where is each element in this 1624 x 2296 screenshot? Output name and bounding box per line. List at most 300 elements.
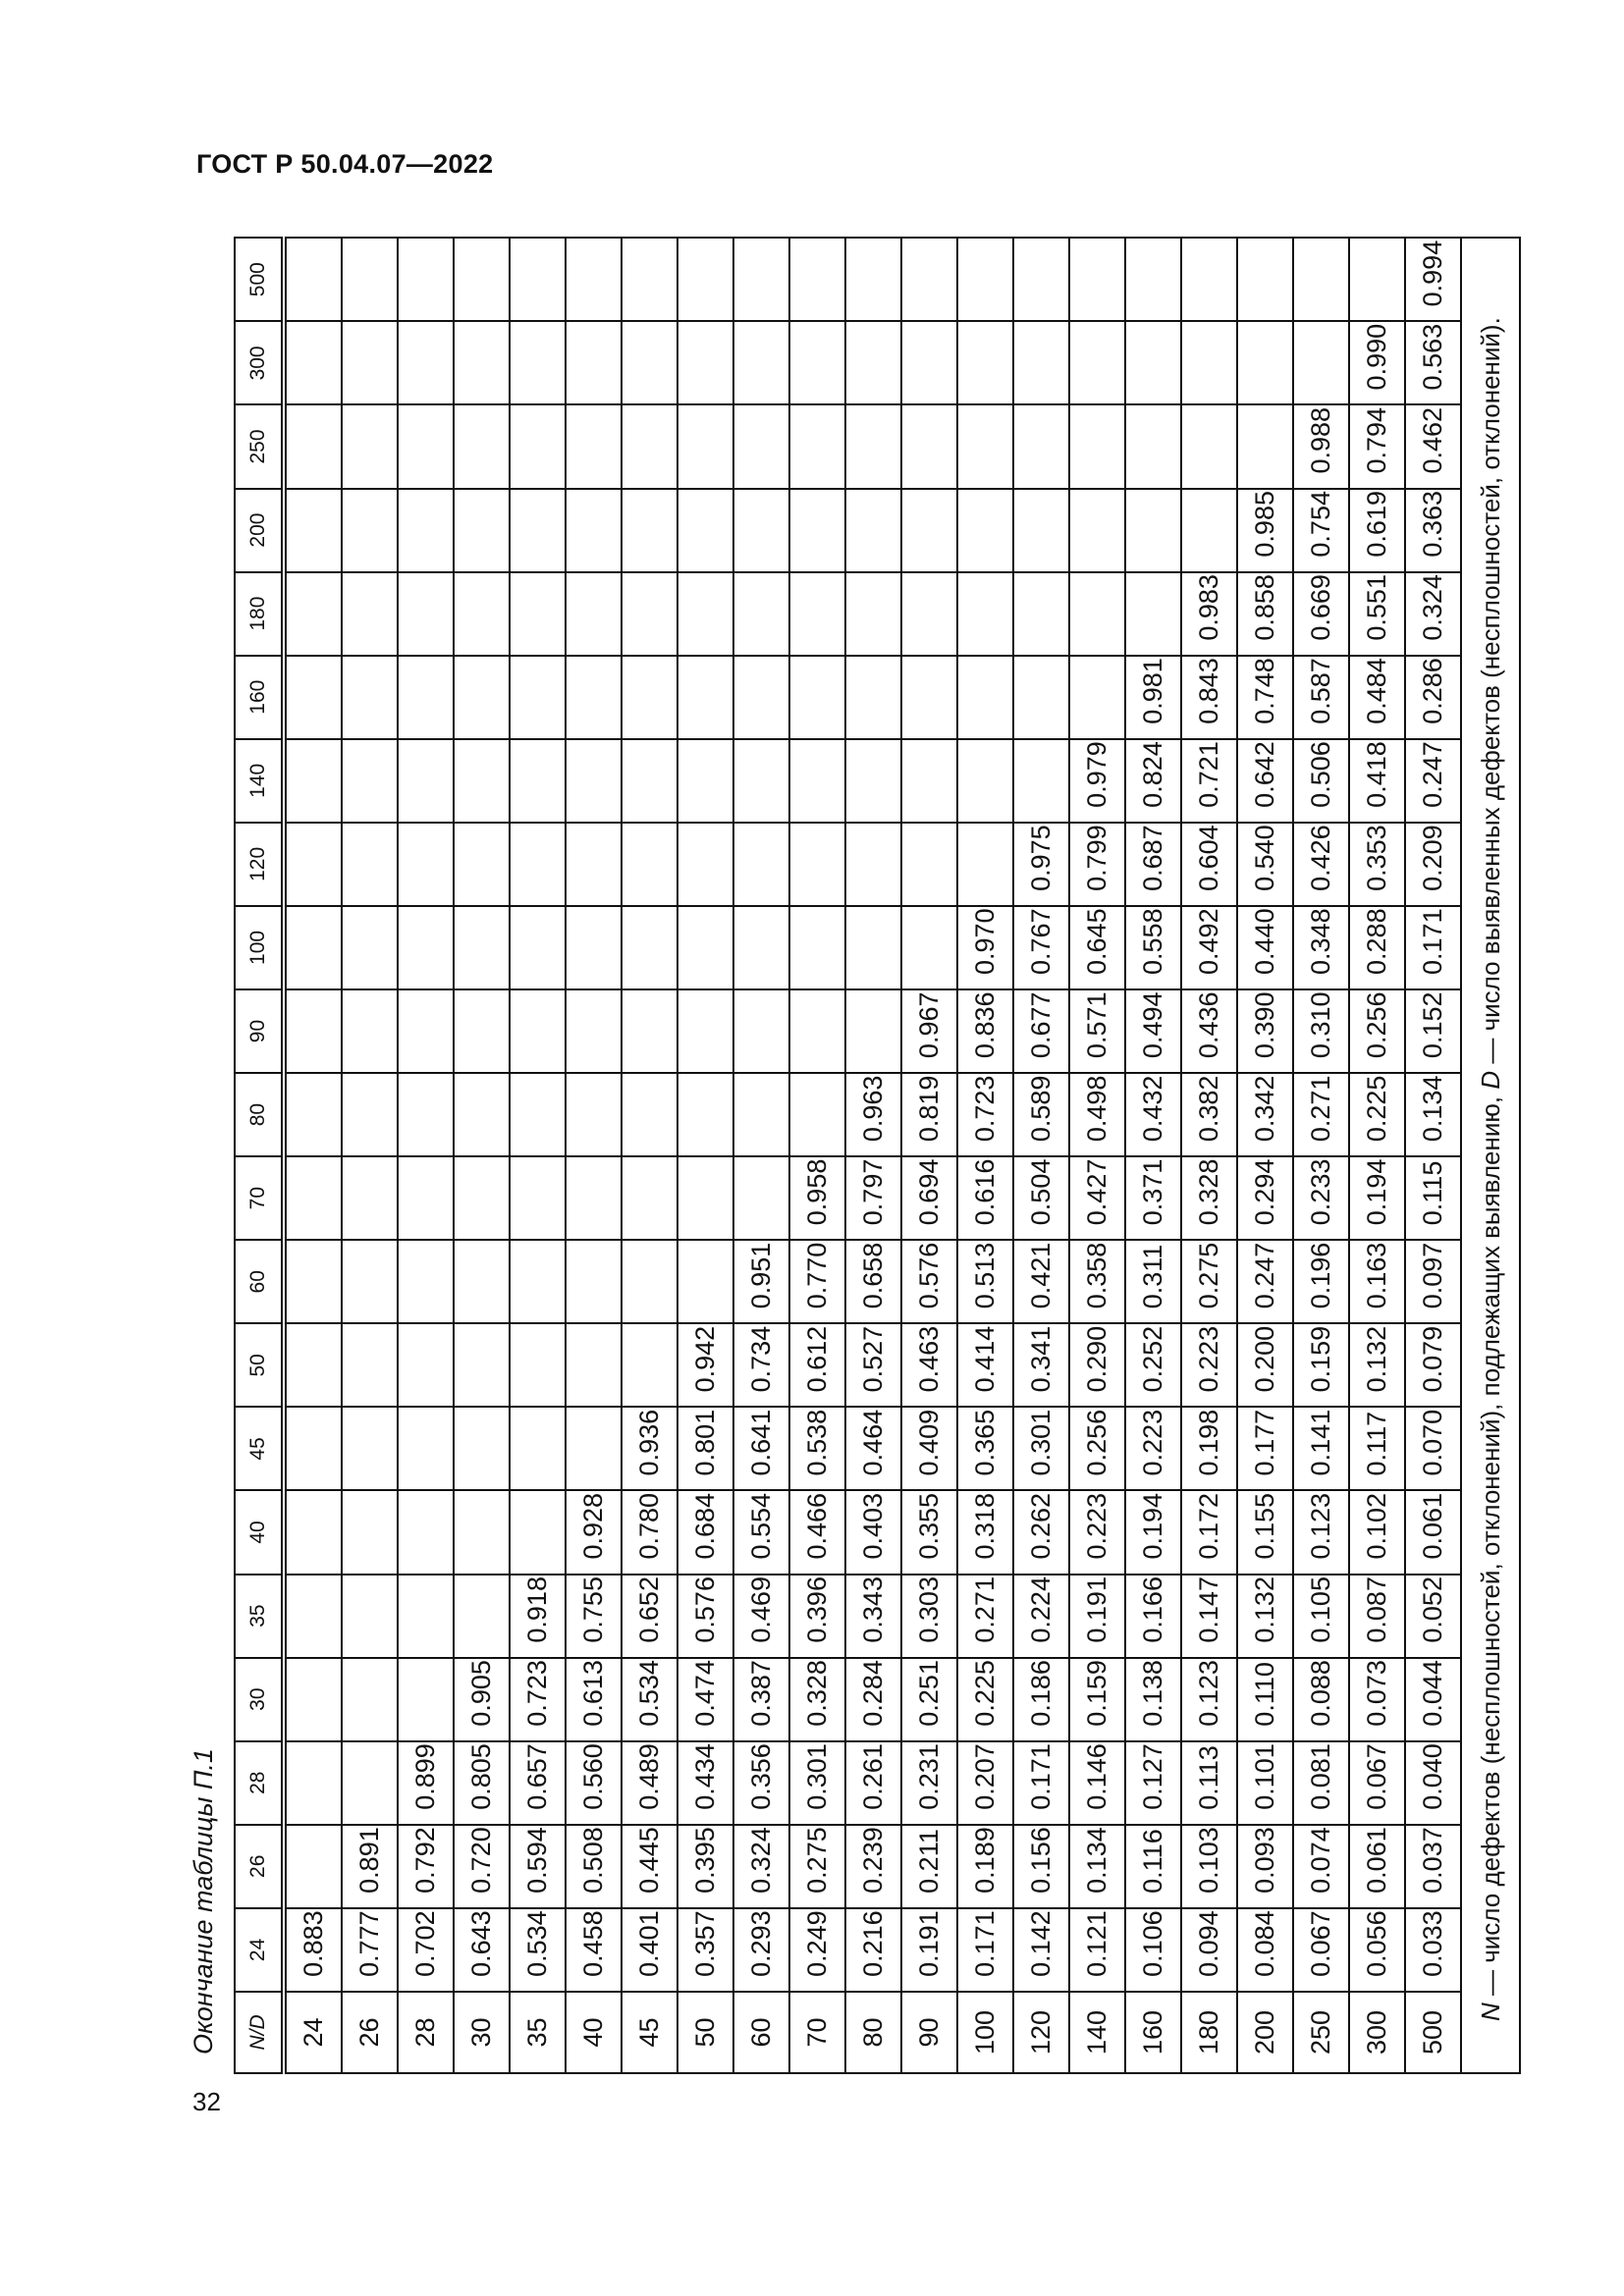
row-header-n: 200 — [1237, 1992, 1293, 2073]
table-cell — [454, 489, 510, 572]
table-cell: 0.799 — [1069, 823, 1125, 906]
table-cell — [566, 906, 622, 989]
column-header-d: 140 — [235, 739, 284, 823]
table-cell — [398, 823, 454, 906]
table-cell — [1293, 238, 1349, 321]
table-cell: 0.616 — [957, 1156, 1013, 1240]
table-cell: 0.353 — [1349, 823, 1405, 906]
table-cell: 0.044 — [1405, 1658, 1461, 1741]
table-cell — [510, 656, 566, 739]
table-cell: 0.070 — [1405, 1407, 1461, 1490]
table-cell: 0.371 — [1125, 1156, 1181, 1240]
table-cell: 0.256 — [1349, 989, 1405, 1073]
table-cell — [901, 823, 957, 906]
table-cell: 0.748 — [1237, 656, 1293, 739]
column-header-d: 160 — [235, 656, 284, 739]
table-cell — [342, 1240, 398, 1323]
table-cell: 0.318 — [957, 1490, 1013, 1574]
table-cell — [398, 1575, 454, 1658]
table-cell — [901, 572, 957, 656]
table-cell — [845, 572, 901, 656]
table-cell: 0.792 — [398, 1825, 454, 1908]
table-cell — [454, 1407, 510, 1490]
table-cell: 0.033 — [1405, 1908, 1461, 1992]
table-cell: 0.990 — [1349, 321, 1405, 404]
table-cell: 0.981 — [1125, 656, 1181, 739]
table-cell — [342, 739, 398, 823]
table-cell: 0.102 — [1349, 1490, 1405, 1574]
table-cell — [342, 489, 398, 572]
table-cell — [398, 906, 454, 989]
table-cell — [733, 989, 789, 1073]
table-cell: 0.432 — [1125, 1073, 1181, 1156]
table-cell: 0.261 — [845, 1741, 901, 1825]
column-header-d: 26 — [235, 1825, 284, 1908]
table-cell — [398, 404, 454, 488]
table-cell — [901, 739, 957, 823]
table-cell: 0.191 — [1069, 1575, 1125, 1658]
table-cell: 0.534 — [510, 1908, 566, 1992]
table-cell: 0.311 — [1125, 1240, 1181, 1323]
table-cell — [789, 739, 845, 823]
corner-header: N/D — [235, 1992, 284, 2073]
table-cell — [398, 656, 454, 739]
table-cell — [566, 489, 622, 572]
table-cell — [342, 1407, 398, 1490]
table-cell — [845, 404, 901, 488]
table-cell: 0.355 — [901, 1490, 957, 1574]
table-cell: 0.116 — [1125, 1825, 1181, 1908]
column-header-d: 80 — [235, 1073, 284, 1156]
table-cell — [566, 989, 622, 1073]
table-row — [284, 238, 342, 2073]
table-cell: 0.469 — [733, 1575, 789, 1658]
table-cell — [398, 989, 454, 1073]
table-cell — [733, 656, 789, 739]
table-cell — [510, 1156, 566, 1240]
table-cell — [622, 1156, 677, 1240]
table-cell — [1013, 321, 1069, 404]
table-cell: 0.604 — [1181, 823, 1237, 906]
table-cell: 0.684 — [677, 1490, 733, 1574]
table-cell — [1013, 572, 1069, 656]
table-cell: 0.642 — [1237, 739, 1293, 823]
table-cell: 0.286 — [1405, 656, 1461, 739]
table-cell: 0.589 — [1013, 1073, 1069, 1156]
table-cell: 0.301 — [789, 1741, 845, 1825]
table-cell — [1013, 489, 1069, 572]
table-caption: Окончание таблицы П.1 — [189, 1748, 218, 2055]
table-cell: 0.357 — [677, 1908, 733, 1992]
table-cell — [566, 656, 622, 739]
table-cell: 0.324 — [1405, 572, 1461, 656]
table-cell: 0.382 — [1181, 1073, 1237, 1156]
table-cell — [733, 404, 789, 488]
table-row — [789, 238, 845, 2073]
table-cell: 0.387 — [733, 1658, 789, 1741]
table-cell — [284, 1490, 342, 1574]
table-cell: 0.797 — [845, 1156, 901, 1240]
table-cell: 0.088 — [1293, 1658, 1349, 1741]
table-row — [1405, 238, 1461, 2073]
table-cell: 0.440 — [1237, 906, 1293, 989]
row-header-n: 100 — [957, 1992, 1013, 2073]
table-cell — [284, 1156, 342, 1240]
table-cell — [901, 906, 957, 989]
table-cell: 0.942 — [677, 1323, 733, 1407]
table-cell: 0.113 — [1181, 1741, 1237, 1825]
table-cell: 0.899 — [398, 1741, 454, 1825]
table-cell — [510, 238, 566, 321]
table-cell: 0.134 — [1405, 1073, 1461, 1156]
column-header-d: 28 — [235, 1741, 284, 1825]
column-header-d: 24 — [235, 1908, 284, 1992]
table-cell: 0.414 — [957, 1323, 1013, 1407]
table-cell: 0.540 — [1237, 823, 1293, 906]
footnote-d-symbol: D — [1475, 1070, 1505, 1090]
table-cell — [845, 238, 901, 321]
column-header-d: 60 — [235, 1240, 284, 1323]
table-cell — [1069, 572, 1125, 656]
table-cell — [733, 1073, 789, 1156]
row-header-n: 30 — [454, 1992, 510, 2073]
table-cell: 0.132 — [1349, 1323, 1405, 1407]
table-cell: 0.067 — [1349, 1741, 1405, 1825]
table-cell — [622, 489, 677, 572]
table-cell: 0.801 — [677, 1407, 733, 1490]
table-cell: 0.301 — [1013, 1407, 1069, 1490]
table-cell — [622, 1323, 677, 1407]
footnote-text-n: — число дефектов (несплошностей, отклонений), подлежащих выявлению, — [1475, 1089, 1505, 2003]
row-header-n: 70 — [789, 1992, 845, 2073]
table-cell: 0.619 — [1349, 489, 1405, 572]
table-cell: 0.191 — [901, 1908, 957, 1992]
table-cell — [342, 1323, 398, 1407]
table-cell — [566, 1156, 622, 1240]
table-cell: 0.770 — [789, 1240, 845, 1323]
table-cell — [733, 572, 789, 656]
table-cell: 0.436 — [1181, 989, 1237, 1073]
table-cell: 0.141 — [1293, 1407, 1349, 1490]
table-cell: 0.409 — [901, 1407, 957, 1490]
table-cell: 0.239 — [845, 1825, 901, 1908]
row-header-n: 140 — [1069, 1992, 1125, 2073]
table-cell — [789, 823, 845, 906]
table-cell — [901, 404, 957, 488]
table-cell: 0.358 — [1069, 1240, 1125, 1323]
table-cell: 0.576 — [677, 1575, 733, 1658]
table-cell: 0.560 — [566, 1741, 622, 1825]
table-cell: 0.734 — [733, 1323, 789, 1407]
table-cell — [622, 656, 677, 739]
table-cell: 0.146 — [1069, 1741, 1125, 1825]
table-cell — [789, 321, 845, 404]
table-cell — [398, 1658, 454, 1741]
table-cell: 0.484 — [1349, 656, 1405, 739]
table-cell: 0.037 — [1405, 1825, 1461, 1908]
table-cell — [284, 489, 342, 572]
table-cell: 0.594 — [510, 1825, 566, 1908]
table-cell: 0.365 — [957, 1407, 1013, 1490]
table-cell — [566, 1407, 622, 1490]
table-cell — [677, 906, 733, 989]
table-cell: 0.928 — [566, 1490, 622, 1574]
table-row — [454, 238, 510, 2073]
table-cell — [901, 321, 957, 404]
table-row — [733, 238, 789, 2073]
table-cell — [1069, 656, 1125, 739]
table-cell — [454, 989, 510, 1073]
table-cell — [622, 572, 677, 656]
table-cell — [957, 572, 1013, 656]
table-cell — [566, 321, 622, 404]
table-cell: 0.427 — [1069, 1156, 1125, 1240]
table-cell — [1349, 238, 1405, 321]
table-cell — [510, 404, 566, 488]
table-cell: 0.121 — [1069, 1908, 1125, 1992]
table-cell — [510, 1407, 566, 1490]
table-cell: 0.142 — [1013, 1908, 1069, 1992]
table-cell — [845, 739, 901, 823]
table-cell — [454, 1323, 510, 1407]
table-cell — [510, 321, 566, 404]
table-cell — [622, 321, 677, 404]
table-cell — [622, 1073, 677, 1156]
table-cell — [1069, 404, 1125, 488]
table-cell: 0.103 — [1181, 1825, 1237, 1908]
table-cell: 0.115 — [1405, 1156, 1461, 1240]
row-header-n: 160 — [1125, 1992, 1181, 2073]
table-cell: 0.216 — [845, 1908, 901, 1992]
table-cell — [1181, 404, 1237, 488]
table-cell: 0.303 — [901, 1575, 957, 1658]
table-cell — [510, 823, 566, 906]
table-row — [342, 238, 398, 2073]
table-cell — [733, 906, 789, 989]
table-cell: 0.474 — [677, 1658, 733, 1741]
table-cell — [454, 238, 510, 321]
table-cell: 0.951 — [733, 1240, 789, 1323]
table-row — [1237, 238, 1293, 2073]
table-cell — [284, 1407, 342, 1490]
table-cell: 0.324 — [733, 1825, 789, 1908]
table-cell: 0.262 — [1013, 1490, 1069, 1574]
table-cell: 0.081 — [1293, 1741, 1349, 1825]
table-cell — [284, 404, 342, 488]
table-cell: 0.587 — [1293, 656, 1349, 739]
table-cell — [398, 238, 454, 321]
table-cell — [733, 1156, 789, 1240]
table-cell: 0.426 — [1293, 823, 1349, 906]
table-cell — [1125, 489, 1181, 572]
table-cell — [454, 1073, 510, 1156]
table-cell — [957, 823, 1013, 906]
table-cell: 0.652 — [622, 1575, 677, 1658]
table-cell: 0.780 — [622, 1490, 677, 1574]
table-cell — [342, 238, 398, 321]
table-cell — [677, 1240, 733, 1323]
table-cell — [845, 489, 901, 572]
table-cell — [398, 489, 454, 572]
table-cell — [677, 739, 733, 823]
table-cell — [342, 1490, 398, 1574]
table-cell: 0.159 — [1069, 1658, 1125, 1741]
row-header-n: 500 — [1405, 1992, 1461, 2073]
table-cell — [789, 1073, 845, 1156]
table-cell — [789, 906, 845, 989]
table-cell: 0.527 — [845, 1323, 901, 1407]
table-cell — [566, 1073, 622, 1156]
table-cell: 0.551 — [1349, 572, 1405, 656]
table-cell: 0.271 — [957, 1575, 1013, 1658]
table-cell: 0.534 — [622, 1658, 677, 1741]
table-row — [1293, 238, 1349, 2073]
table-cell — [901, 656, 957, 739]
table-cell: 0.152 — [1405, 989, 1461, 1073]
row-header-n: 35 — [510, 1992, 566, 2073]
table-cell — [957, 489, 1013, 572]
table-cell: 0.247 — [1405, 739, 1461, 823]
table-cell — [454, 1156, 510, 1240]
footnote-row — [1461, 238, 1520, 2073]
table-cell: 0.694 — [901, 1156, 957, 1240]
table-cell: 0.843 — [1181, 656, 1237, 739]
row-header-n: 45 — [622, 1992, 677, 2073]
table-cell: 0.163 — [1349, 1240, 1405, 1323]
table-cell — [566, 1323, 622, 1407]
table-cell — [510, 1240, 566, 1323]
table-cell — [454, 572, 510, 656]
table-cell: 0.767 — [1013, 906, 1069, 989]
table-cell: 0.721 — [1181, 739, 1237, 823]
table-cell: 0.288 — [1349, 906, 1405, 989]
table-cell: 0.538 — [789, 1407, 845, 1490]
table-cell — [284, 1658, 342, 1741]
table-cell — [1013, 656, 1069, 739]
table-cell — [342, 656, 398, 739]
table-cell: 0.643 — [454, 1908, 510, 1992]
table-cell — [901, 489, 957, 572]
row-header-n: 90 — [901, 1992, 957, 2073]
table-cell: 0.513 — [957, 1240, 1013, 1323]
table-cell: 0.271 — [1293, 1073, 1349, 1156]
table-cell — [398, 1240, 454, 1323]
table-cell: 0.189 — [957, 1825, 1013, 1908]
table-cell: 0.983 — [1181, 572, 1237, 656]
table-cell — [622, 238, 677, 321]
table-cell — [454, 1575, 510, 1658]
row-header-n: 26 — [342, 1992, 398, 2073]
table-cell: 0.223 — [1125, 1407, 1181, 1490]
table-cell — [510, 1323, 566, 1407]
table-cell — [622, 1240, 677, 1323]
table-cell — [1013, 404, 1069, 488]
table-cell — [901, 238, 957, 321]
column-header-d: 90 — [235, 989, 284, 1073]
table-cell — [1013, 238, 1069, 321]
column-header-d: 50 — [235, 1323, 284, 1407]
table-cell: 0.918 — [510, 1575, 566, 1658]
table-cell: 0.056 — [1349, 1908, 1405, 1992]
table-cell — [957, 656, 1013, 739]
table-cell: 0.418 — [1349, 739, 1405, 823]
table-cell: 0.571 — [1069, 989, 1125, 1073]
table-cell: 0.147 — [1181, 1575, 1237, 1658]
table-cell: 0.094 — [1181, 1908, 1237, 1992]
table-cell: 0.290 — [1069, 1323, 1125, 1407]
row-header-n: 24 — [284, 1992, 342, 2073]
table-cell — [454, 906, 510, 989]
table-cell: 0.159 — [1293, 1323, 1349, 1407]
table-cell: 0.224 — [1013, 1575, 1069, 1658]
table-cell — [1181, 321, 1237, 404]
table-cell — [284, 906, 342, 989]
table-cell — [398, 1407, 454, 1490]
table-cell — [342, 1741, 398, 1825]
table-cell — [845, 989, 901, 1073]
table-cell: 0.403 — [845, 1490, 901, 1574]
table-cell — [733, 321, 789, 404]
row-header-n: 300 — [1349, 1992, 1405, 2073]
table-cell: 0.110 — [1237, 1658, 1293, 1741]
table-cell: 0.284 — [845, 1658, 901, 1741]
table-cell: 0.963 — [845, 1073, 901, 1156]
table-cell: 0.466 — [789, 1490, 845, 1574]
table-cell — [1013, 739, 1069, 823]
table-cell — [342, 1575, 398, 1658]
table-cell: 0.247 — [1237, 1240, 1293, 1323]
table-row — [1013, 238, 1069, 2073]
table-cell: 0.390 — [1237, 989, 1293, 1073]
row-header-n: 50 — [677, 1992, 733, 2073]
table-row — [1349, 238, 1405, 2073]
table-cell — [566, 572, 622, 656]
table-cell: 0.975 — [1013, 823, 1069, 906]
table-cell — [454, 656, 510, 739]
table-cell: 0.106 — [1125, 1908, 1181, 1992]
footnote-n-symbol: N — [1475, 2002, 1505, 2021]
table-cell: 0.492 — [1181, 906, 1237, 989]
table-cell: 0.251 — [901, 1658, 957, 1741]
table-cell — [510, 572, 566, 656]
table-cell — [622, 989, 677, 1073]
table-cell — [398, 1156, 454, 1240]
table-cell: 0.223 — [1181, 1323, 1237, 1407]
table-cell — [677, 489, 733, 572]
column-header-d: 250 — [235, 404, 284, 488]
table-cell — [622, 906, 677, 989]
table-cell: 0.087 — [1349, 1575, 1405, 1658]
table-cell — [284, 238, 342, 321]
table-cell — [1237, 321, 1293, 404]
table-cell: 0.084 — [1237, 1908, 1293, 1992]
table-cell — [284, 1073, 342, 1156]
table-cell: 0.858 — [1237, 572, 1293, 656]
table-cell — [622, 739, 677, 823]
table-cell — [284, 823, 342, 906]
table-cell — [957, 404, 1013, 488]
table-cell: 0.702 — [398, 1908, 454, 1992]
table-cell — [957, 321, 1013, 404]
table-cell: 0.171 — [1405, 906, 1461, 989]
table-cell: 0.657 — [510, 1741, 566, 1825]
footnote-text-d: — число выявленных дефектов (несплошностей, отклонений). — [1475, 317, 1505, 1071]
table-cell — [1293, 321, 1349, 404]
table-cell: 0.576 — [901, 1240, 957, 1323]
table-cell — [510, 1490, 566, 1574]
table-cell: 0.231 — [901, 1741, 957, 1825]
table-cell — [454, 739, 510, 823]
